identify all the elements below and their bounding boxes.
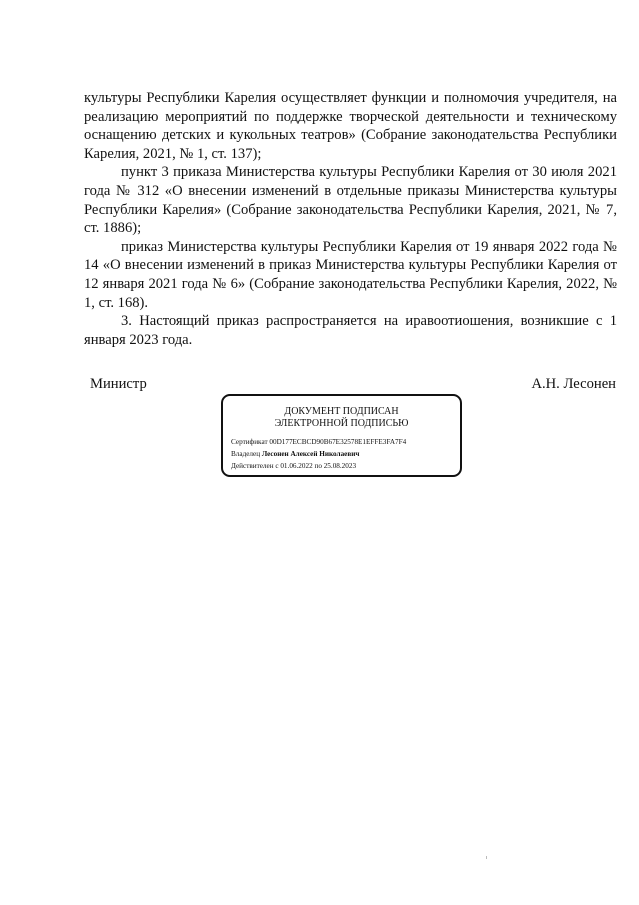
- signatory-title: Министр: [90, 376, 147, 392]
- electronic-signature-stamp: [221, 394, 462, 477]
- stamp-details: [231, 436, 406, 472]
- stamp-validity: Действителен с 01.06.2022 по 25.08.2023: [231, 462, 357, 470]
- paragraph-founder-functions: культуры Республики Карелия осуществляет функции и полномочия учредителя, на реализацию мероприятий по поддержке творческой деятельности и техническому оснащению детских и кукольных театров» (Собрание законодательства Республики Карелия, 2021, № 1, ст. 137);: [84, 90, 617, 162]
- stamp-owner-value: Лесонен Алексей Николаевич: [261, 450, 360, 458]
- stamp-owner: [231, 448, 406, 460]
- paragraph-order-312: пункт 3 приказа Министерства культуры Республики Карелия от 30 июля 2021 года № 312 «О внесении изменений в отдельные приказы Министерства культуры Республики Карелия» (Собрание законодательства Республики Карелия, 2021, № 7, ст. 1886);: [84, 164, 617, 237]
- scan-speck: [486, 856, 487, 859]
- paragraph-effective-date: 3. Настоящий приказ распространяется на иравоотиошения, возникшие с 1 января 2023 года.: [84, 313, 617, 348]
- paragraph-order-14: приказ Министерства культуры Республики Карелия от 19 января 2022 года № 14 «О внесении изменений в приказ Министерства культуры Республики Карелия от 12 января 2021 года № 6» (Собрание законодательства Республики Карелия, 2022, № 1, ст. 168).: [84, 238, 617, 311]
- stamp-title: [223, 406, 460, 429]
- stamp-certificate: Сертификат 00D177ECBCD90B67E32578E1EFFE3FA7F4: [231, 438, 407, 446]
- signatory-name: А.Н. Лесонен: [531, 376, 616, 392]
- stamp-owner-label: Владелец: [231, 450, 261, 458]
- stamp-title-line-2: ЭЛЕКТРОННОЙ ПОДПИСЬЮ: [274, 417, 409, 429]
- document-body: [84, 89, 617, 349]
- stamp-title-line-1: ДОКУМЕНТ ПОДПИСАН: [284, 406, 399, 417]
